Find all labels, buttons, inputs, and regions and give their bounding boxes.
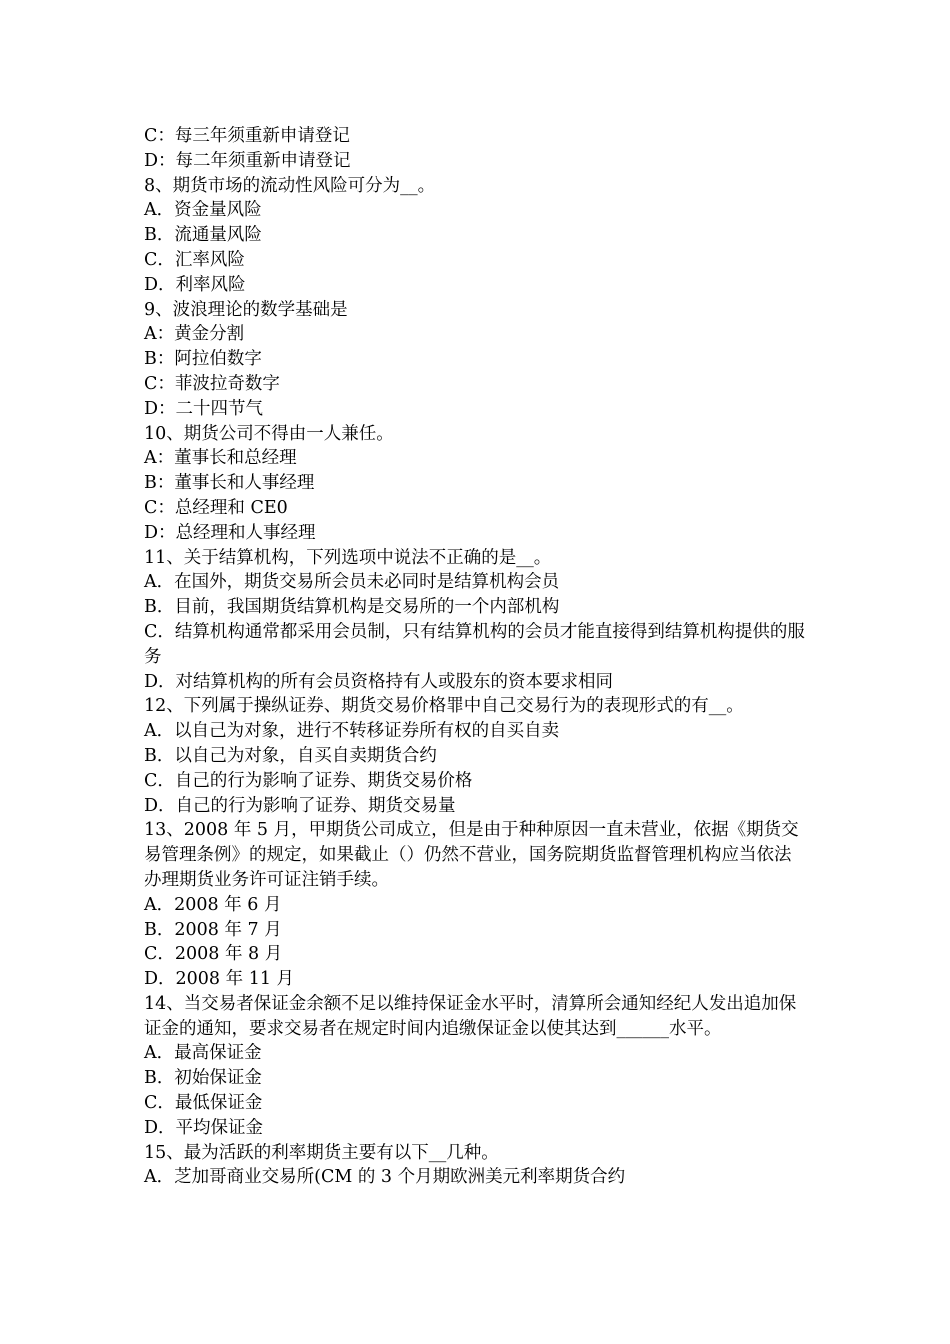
- question-text: 14、当交易者保证金余额不足以维持保证金水平时，清算所会通知经纪人发出追加保证金的通知，要求交易者在规定时间内追缴保证金以使其达到______水平。: [144, 993, 797, 1039]
- question-text: 11、关于结算机构，下列选项中说法不正确的是__。: [144, 547, 552, 568]
- option-text: D：总经理和人事经理: [144, 522, 316, 543]
- option-text: B：董事长和人事经理: [144, 473, 315, 494]
- option-text: D：二十四节气: [144, 398, 264, 419]
- option-text: B．目前，我国期货结算机构是交易所的一个内部机构: [144, 597, 560, 618]
- option-text: B：阿拉伯数字: [144, 349, 262, 370]
- option-text: C：每三年须重新申请登记: [144, 126, 350, 146]
- option-text: B．流通量风险: [144, 225, 262, 246]
- option-text: A．以自己为对象，进行不转移证券所有权的自买自卖: [144, 721, 560, 742]
- option-text: D．对结算机构的所有会员资格持有人或股东的资本要求相同: [144, 671, 614, 692]
- question-text: 12、下列属于操纵证券、期货交易价格罪中自己交易行为的表现形式的有__。: [144, 696, 744, 717]
- option-text: A．最高保证金: [144, 1043, 262, 1064]
- option-text: B．以自己为对象，自买自卖期货合约: [144, 745, 437, 766]
- option-text: C．最低保证金: [144, 1093, 263, 1114]
- option-text: D．自己的行为影响了证券、期货交易量: [144, 795, 456, 816]
- question-text: 15、最为活跃的利率期货主要有以下__几种。: [144, 1142, 499, 1163]
- option-text: C．结算机构通常都采用会员制，只有结算机构的会员才能直接得到结算机构提供的服务: [144, 621, 805, 667]
- option-text: D：每二年须重新申请登记: [144, 150, 351, 171]
- question-text: 13、2008 年 5 月，甲期货公司成立，但是由于种种原因一直未营业，依据《期货交易管理条例》的规定，如果截止（）仍然不营业，国务院期货监督管理机构应当依法办理期货业务许可证注销手续。: [144, 820, 799, 890]
- question-text: 10、期货公司不得由一人兼任。: [144, 423, 394, 444]
- document-body: [144, 124, 806, 1190]
- option-text: A．芝加哥商业交易所(CM 的 3 个月期欧洲美元利率期货合约: [144, 1167, 626, 1188]
- option-text: C．汇率风险: [144, 249, 245, 270]
- option-text: A．2008 年 6 月: [144, 894, 282, 915]
- option-text: C．自己的行为影响了证券、期货交易价格: [144, 770, 473, 791]
- question-text: 9、波浪理论的数学基础是: [144, 299, 348, 320]
- option-text: C：菲波拉奇数字: [144, 373, 280, 394]
- option-text: A．在国外，期货交易所会员未必同时是结算机构会员: [144, 572, 560, 593]
- option-text: C：总经理和 CE0: [144, 497, 288, 518]
- option-text: A：黄金分割: [144, 324, 245, 345]
- option-text: D．平均保证金: [144, 1117, 264, 1138]
- option-text: B．2008 年 7 月: [144, 919, 282, 940]
- option-text: A．资金量风险: [144, 200, 262, 221]
- option-text: D．2008 年 11 月: [144, 969, 295, 990]
- option-text: D．利率风险: [144, 274, 246, 295]
- question-text: 8、期货市场的流动性风险可分为__。: [144, 175, 436, 196]
- option-text: A：董事长和总经理: [144, 448, 297, 469]
- option-text: B．初始保证金: [144, 1068, 262, 1089]
- option-text: C．2008 年 8 月: [144, 944, 283, 965]
